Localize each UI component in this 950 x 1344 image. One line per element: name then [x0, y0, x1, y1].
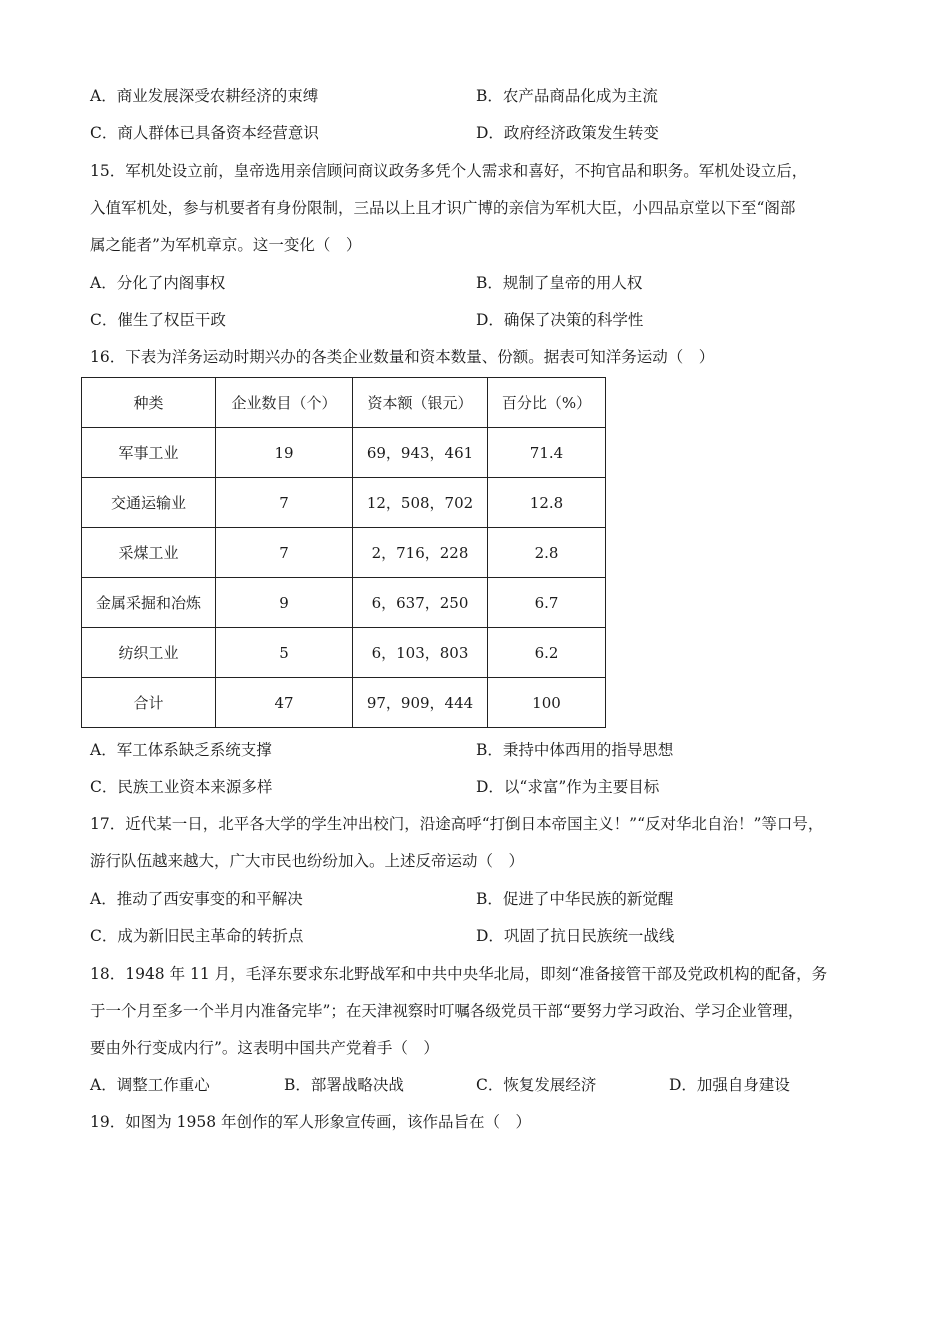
q15-stem-line-3: 属之能者”为军机章京。这一变化（ ） [90, 236, 362, 254]
q15-option-b: B．规制了皇帝的用人权 [476, 274, 643, 292]
table-header-cell: 百分比（%） [488, 378, 606, 428]
q14-option-c: C．商人群体已具备资本经营意识 [90, 124, 319, 142]
q18-option-b: B．部署战略决战 [284, 1076, 404, 1094]
q18-option-c: C．恢复发展经济 [476, 1076, 597, 1094]
table-row [82, 628, 606, 678]
q14-option-d: D．政府经济政策发生转变 [476, 124, 659, 142]
table-cell: 2.8 [488, 528, 606, 578]
q14-option-a: A．商业发展深受农耕经济的束缚 [90, 87, 319, 105]
table-header-cell: 种类 [82, 378, 216, 428]
q19-stem: 19．如图为 1958 年创作的军人形象宣传画，该作品旨在（ ） [90, 1113, 532, 1131]
table-cell: 69，943，461 [353, 428, 488, 478]
table-total-row [82, 678, 606, 728]
table-row [82, 578, 606, 628]
q18-stem-line-2: 于一个月至多一个半月内准备完毕”；在天津视察时叮嘱各级党员干部“要努力学习政治、学习企业管理， [90, 1002, 804, 1020]
q17-option-b: B．促进了中华民族的新觉醒 [476, 890, 674, 908]
table-cell: 交通运输业 [82, 478, 216, 528]
q18-option-a: A．调整工作重心 [90, 1076, 210, 1094]
q15-option-c: C．催生了权臣干政 [90, 311, 226, 329]
enterprise-table [81, 377, 606, 728]
table-cell: 6.7 [488, 578, 606, 628]
table-cell: 47 [216, 678, 353, 728]
q17-option-d: D．巩固了抗日民族统一战线 [476, 927, 675, 945]
table-cell: 5 [216, 628, 353, 678]
table-cell: 19 [216, 428, 353, 478]
table-row [82, 528, 606, 578]
table-cell: 军事工业 [82, 428, 216, 478]
q15-option-d: D．确保了决策的科学性 [476, 311, 644, 329]
table-cell: 7 [216, 528, 353, 578]
q16-option-a: A．军工体系缺乏系统支撑 [90, 741, 272, 759]
q17-option-c: C．成为新旧民主革命的转折点 [90, 927, 304, 945]
q16-option-c: C．民族工业资本来源多样 [90, 778, 273, 796]
table-cell: 9 [216, 578, 353, 628]
q17-option-a: A．推动了西安事变的和平解决 [90, 890, 303, 908]
table-cell: 71.4 [488, 428, 606, 478]
q18-stem-line-3: 要由外行变成内行”。这表明中国共产党着手（ ） [90, 1039, 439, 1057]
table-cell: 6.2 [488, 628, 606, 678]
table-cell: 97，909，444 [353, 678, 488, 728]
table-cell: 纺织工业 [82, 628, 216, 678]
table-cell: 7 [216, 478, 353, 528]
q16-option-b: B．秉持中体西用的指导思想 [476, 741, 674, 759]
q18-stem-line-1: 18．1948 年 11 月，毛泽东要求东北野战军和中共中央华北局，即刻“准备接管干部及党政机构的配备，务 [90, 965, 828, 983]
table-cell: 2，716，228 [353, 528, 488, 578]
table-cell: 合计 [82, 678, 216, 728]
q17-stem-line-1: 17．近代某一日，北平各大学的学生冲出校门，沿途高呼“打倒日本帝国主义！”“反对华北自治！”等口号， [90, 815, 824, 833]
table-cell: 100 [488, 678, 606, 728]
q16-option-d: D．以“求富”作为主要目标 [476, 778, 660, 796]
table-cell: 12，508，702 [353, 478, 488, 528]
table-cell: 12.8 [488, 478, 606, 528]
q15-option-a: A．分化了内阁事权 [90, 274, 226, 292]
table-cell: 6，103，803 [353, 628, 488, 678]
q15-stem-line-2: 入值军机处，参与机要者有身份限制，三品以上且才识广博的亲信为军机大臣，小四品京堂以下至“阁部 [90, 199, 796, 217]
q14-option-b: B．农产品商品化成为主流 [476, 87, 658, 105]
q17-stem-line-2: 游行队伍越来越大，广大市民也纷纷加入。上述反帝运动（ ） [90, 852, 525, 870]
table-row [82, 428, 606, 478]
table-cell: 采煤工业 [82, 528, 216, 578]
table-cell: 金属采掘和冶炼 [82, 578, 216, 628]
q16-stem: 16．下表为洋务运动时期兴办的各类企业数量和资本数量、份额。据表可知洋务运动（ ） [90, 348, 715, 366]
table-header-cell: 资本额（银元） [353, 378, 488, 428]
table-header-row [82, 378, 606, 428]
q18-option-d: D．加强自身建设 [669, 1076, 790, 1094]
table-row [82, 478, 606, 528]
table-header-cell: 企业数目（个） [216, 378, 353, 428]
table-cell: 6，637，250 [353, 578, 488, 628]
q15-stem-line-1: 15．军机处设立前，皇帝选用亲信顾问商议政务多凭个人需求和喜好，不拘官品和职务。军机处设立后， [90, 162, 808, 180]
